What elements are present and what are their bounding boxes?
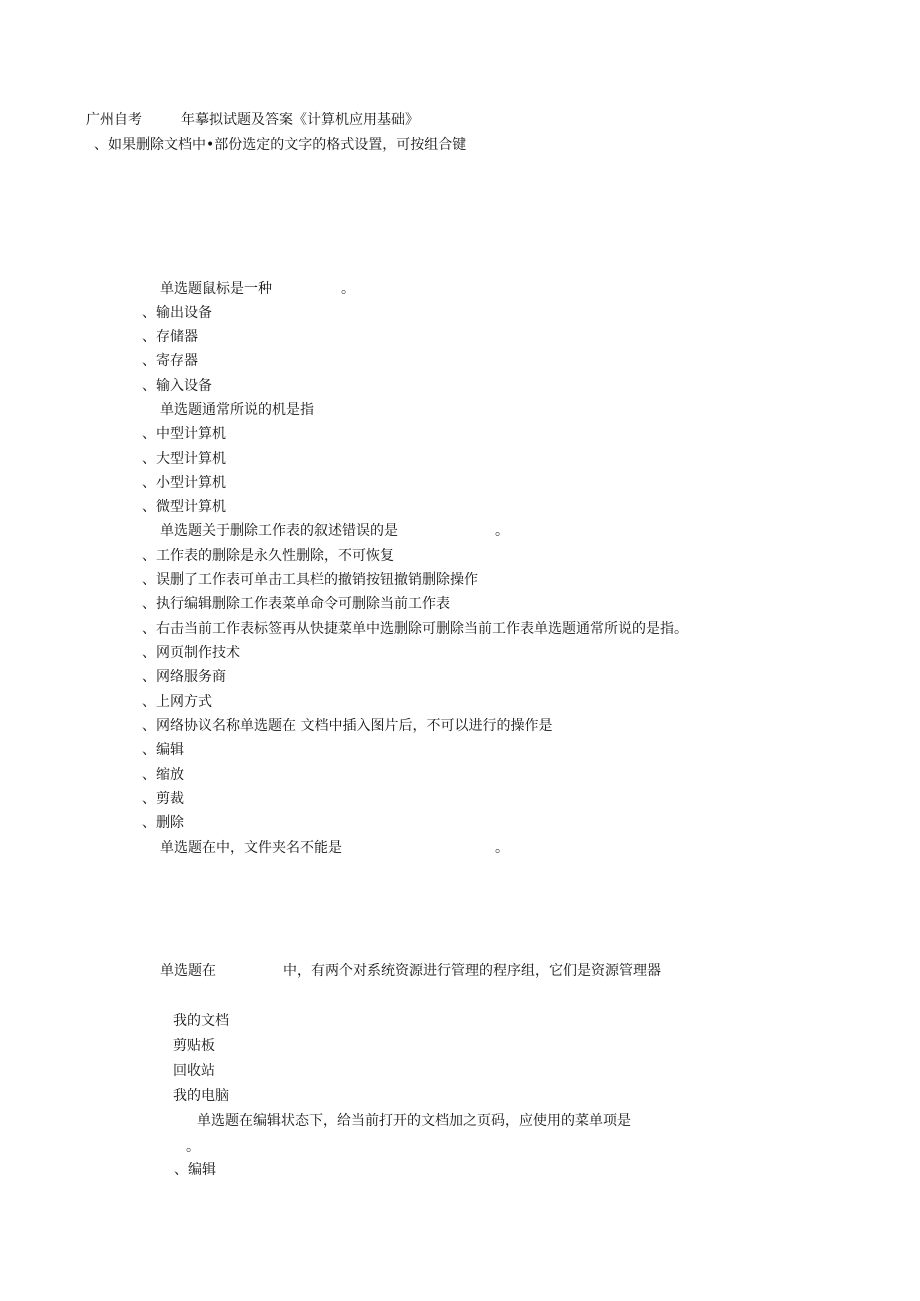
option-item: 我的电脑 xyxy=(173,1088,229,1104)
question-stem: 单选题在 xyxy=(160,963,216,979)
option-item: 、上网方式 xyxy=(142,694,212,710)
question-stem: 单选题通常所说的机是指 xyxy=(160,402,314,418)
option-item: 、中型计算机 xyxy=(142,426,226,442)
question-stem: 单选题鼠标是一种 xyxy=(160,281,272,297)
option-item: 、存储器 xyxy=(142,329,198,345)
option-item: 、网页制作技术 xyxy=(142,645,240,661)
question-stem: 单选题在编辑状态下，给当前打开的文档加之页码，应使用的菜单项是 xyxy=(197,1113,631,1129)
option-item: 、网络服务商 xyxy=(142,669,226,685)
option-item: 、执行编辑删除工作表菜单命令可删除当前工作表 xyxy=(142,596,450,612)
option-item: 、误删了工作表可单击工具栏的撤销按钮撤销删除操作 xyxy=(142,572,478,588)
question-period: 。 xyxy=(495,523,509,539)
option-item: 、编辑 xyxy=(142,742,184,758)
option-item: 剪贴板 xyxy=(173,1038,215,1054)
option-item: 我的文档 xyxy=(173,1013,229,1029)
intro-question: 、如果删除文档中•部份选定的文字的格式设置，可按组合键 xyxy=(94,137,467,153)
option-item: 、寄存器 xyxy=(142,353,198,369)
option-item: 、输出设备 xyxy=(142,305,212,321)
option-item: 、大型计算机 xyxy=(142,451,226,467)
option-item: 、缩放 xyxy=(142,767,184,783)
question-period: 。 xyxy=(341,281,355,297)
option-item: 、微型计算机 xyxy=(142,499,226,515)
option-item: 、工作表的删除是永久性删除，不可恢复 xyxy=(142,548,394,564)
doc-title-part2: 年摹拟试题及答案《计算机应用基础》 xyxy=(181,112,419,128)
question-stem: 中，有两个对系统资源进行管理的程序组，它们是资源管理器 xyxy=(283,963,661,979)
option-item: 、右击当前工作表标签再从快捷菜单中选删除可删除当前工作表单选题通常所说的是指。 xyxy=(142,621,688,637)
option-item: 、编辑 xyxy=(174,1162,216,1178)
question-stem: 单选题在中，文件夹名不能是 xyxy=(160,840,342,856)
option-item: 回收站 xyxy=(173,1063,215,1079)
question-period: 。 xyxy=(186,1139,200,1155)
question-stem: 单选题关于删除工作表的叙述错误的是 xyxy=(160,523,398,539)
doc-title-part1: 广州自考 xyxy=(86,112,142,128)
option-item: 、输入设备 xyxy=(142,378,212,394)
option-item: 、删除 xyxy=(142,815,184,831)
option-item: 、剪裁 xyxy=(142,791,184,807)
option-item: 、网络协议名称单选题在 文档中插入图片后，不可以进行的操作是 xyxy=(142,718,553,734)
option-item: 、小型计算机 xyxy=(142,475,226,491)
question-period: 。 xyxy=(495,840,509,856)
